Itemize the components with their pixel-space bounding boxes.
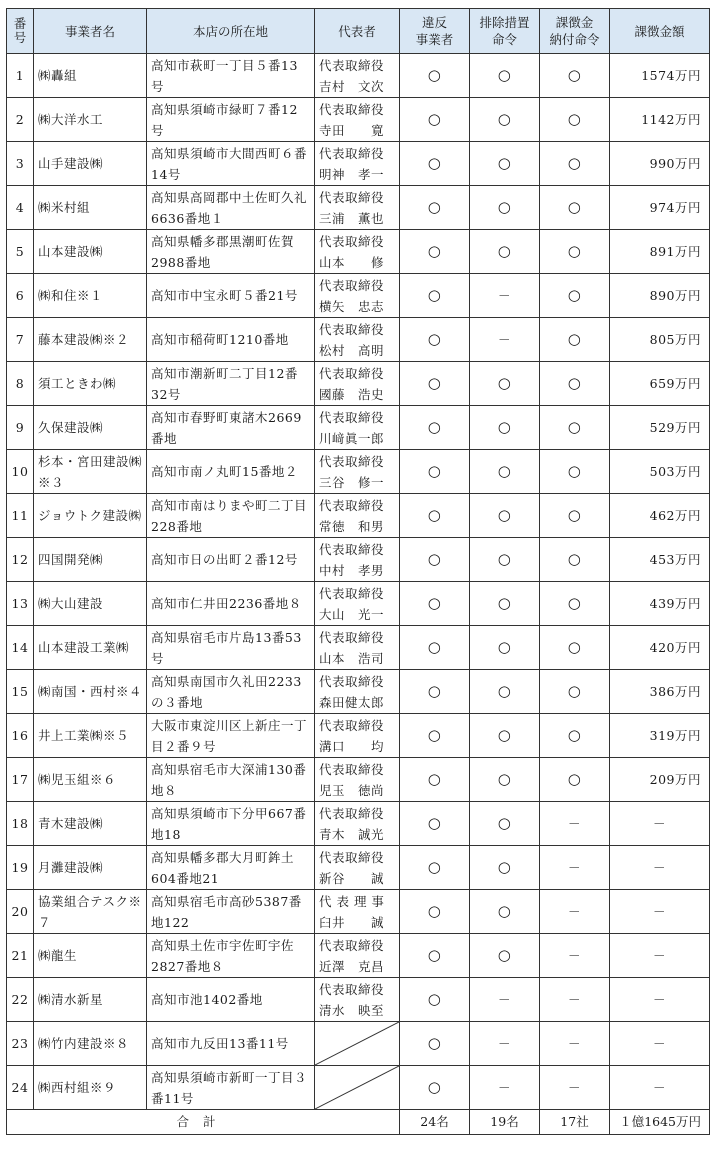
surcharge-amount: －: [610, 1022, 710, 1066]
representative: [315, 670, 400, 714]
exclusion-mark: ○: [470, 142, 540, 186]
exclusion-mark: ○: [470, 758, 540, 802]
exclusion-mark: －: [470, 978, 540, 1022]
address: 高知県宿毛市高砂5387番地122: [147, 890, 315, 934]
violation-mark: ○: [400, 714, 470, 758]
surcharge-amount: 319万円: [610, 714, 710, 758]
header-violation: 違反 事業者: [400, 9, 470, 54]
rep-name: 新谷 誠: [319, 870, 385, 886]
surcharge-amount: 386万円: [610, 670, 710, 714]
table-row: [7, 362, 710, 406]
row-number: 5: [7, 230, 34, 274]
rep-name: 溝口 均: [319, 738, 385, 754]
rep-title: 代表取締役: [319, 849, 385, 865]
total-amount: １億1645万円: [610, 1110, 710, 1135]
representative-empty: [315, 1066, 400, 1110]
diagonal-line: [315, 1022, 399, 1065]
representative: [315, 142, 400, 186]
representative: [315, 494, 400, 538]
table-row: [7, 142, 710, 186]
surcharge-amount: 805万円: [610, 318, 710, 362]
row-number: 15: [7, 670, 34, 714]
table-row: [7, 890, 710, 934]
rep-title: 代表取締役: [319, 717, 385, 733]
rep-title: 代表取締役: [319, 453, 385, 469]
violation-mark: ○: [400, 802, 470, 846]
surcharge-mark: ○: [540, 274, 610, 318]
rep-title: 代表取締役: [319, 57, 385, 73]
representative: [315, 406, 400, 450]
rep-title: 代表取締役: [319, 981, 385, 997]
total-exclusion: 19名: [470, 1110, 540, 1135]
row-number: 3: [7, 142, 34, 186]
address: 高知市中宝永町５番21号: [147, 274, 315, 318]
rep-title: 代表取締役: [319, 145, 385, 161]
surcharge-amount: －: [610, 890, 710, 934]
company-name: 久保建設㈱: [34, 406, 147, 450]
surcharge-mark: ○: [540, 230, 610, 274]
company-name: ㈱児玉組※６: [34, 758, 147, 802]
address: 高知市仁井田2236番地８: [147, 582, 315, 626]
violation-mark: ○: [400, 1066, 470, 1110]
header-company: 事業者名: [34, 9, 147, 54]
table-row: [7, 1022, 710, 1066]
rep-name: 明神 孝一: [319, 166, 385, 182]
table-row: [7, 538, 710, 582]
rep-title: 代表取締役: [319, 541, 385, 557]
row-number: 4: [7, 186, 34, 230]
rep-title: 代表取締役: [319, 233, 385, 249]
surcharge-mark: －: [540, 802, 610, 846]
representative: [315, 54, 400, 98]
address: 高知県南国市久礼田2233の３番地: [147, 670, 315, 714]
total-surcharge: 17社: [540, 1110, 610, 1135]
table-row: [7, 1066, 710, 1110]
representative: [315, 934, 400, 978]
header-surcharge-order: 課徴金 納付命令: [540, 9, 610, 54]
rep-name: 吉村 文次: [319, 78, 385, 94]
table-row: [7, 186, 710, 230]
surcharge-mark: －: [540, 890, 610, 934]
rep-name: 児玉 徳尚: [319, 782, 385, 798]
exclusion-mark: －: [470, 1022, 540, 1066]
table-row: [7, 406, 710, 450]
rep-name: 青木 誠光: [319, 826, 385, 842]
company-name: ㈱大山建設: [34, 582, 147, 626]
company-name: 協業組合テスク※７: [34, 890, 147, 934]
surcharge-amount: 453万円: [610, 538, 710, 582]
surcharge-mark: －: [540, 978, 610, 1022]
row-number: 6: [7, 274, 34, 318]
surcharge-amount: －: [610, 846, 710, 890]
representative: [315, 230, 400, 274]
company-name: ㈱清水新星: [34, 978, 147, 1022]
surcharge-mark: ○: [540, 714, 610, 758]
rep-title: 代表取締役: [319, 497, 385, 513]
representative: [315, 274, 400, 318]
address: 高知県須崎市下分甲667番地18: [147, 802, 315, 846]
company-name: ㈱龍生: [34, 934, 147, 978]
rep-name: 清水 映至: [319, 1002, 385, 1018]
row-number: 18: [7, 802, 34, 846]
representative: [315, 890, 400, 934]
rep-name: 近澤 克昌: [319, 958, 385, 974]
row-number: 9: [7, 406, 34, 450]
row-number: 22: [7, 978, 34, 1022]
exclusion-mark: ○: [470, 890, 540, 934]
table-row: [7, 274, 710, 318]
address: 高知県高岡郡中土佐町久礼6636番地１: [147, 186, 315, 230]
address: 高知市潮新町二丁目12番32号: [147, 362, 315, 406]
address: 高知市九反田13番11号: [147, 1022, 315, 1066]
row-number: 14: [7, 626, 34, 670]
surcharge-mark: ○: [540, 582, 610, 626]
violation-mark: ○: [400, 978, 470, 1022]
table-row: [7, 714, 710, 758]
table-row: [7, 978, 710, 1022]
table-row: [7, 54, 710, 98]
surcharge-mark: ○: [540, 54, 610, 98]
address: 高知県幡多郡黒潮町佐賀2988番地: [147, 230, 315, 274]
row-number: 8: [7, 362, 34, 406]
address: 高知県宿毛市大深浦130番地８: [147, 758, 315, 802]
table-row: [7, 494, 710, 538]
company-name: ㈱米村組: [34, 186, 147, 230]
exclusion-mark: ○: [470, 186, 540, 230]
rep-title: 代表取締役: [319, 189, 385, 205]
rep-title: 代 表 理 事: [319, 893, 385, 909]
violation-mark: ○: [400, 54, 470, 98]
company-name: ジョウトク建設㈱: [34, 494, 147, 538]
representative: [315, 98, 400, 142]
table-row: [7, 934, 710, 978]
surcharge-amount: 990万円: [610, 142, 710, 186]
surcharge-mark: ○: [540, 142, 610, 186]
company-name: ㈱西村組※９: [34, 1066, 147, 1110]
surcharge-mark: ○: [540, 186, 610, 230]
violation-mark: ○: [400, 758, 470, 802]
table-row: [7, 582, 710, 626]
exclusion-mark: －: [470, 318, 540, 362]
representative: [315, 978, 400, 1022]
total-violation: 24名: [400, 1110, 470, 1135]
surcharge-mark: ○: [540, 494, 610, 538]
row-number: 7: [7, 318, 34, 362]
company-name: 須工ときわ㈱: [34, 362, 147, 406]
row-number: 21: [7, 934, 34, 978]
representative: [315, 450, 400, 494]
address: 高知県須崎市新町一丁目３番11号: [147, 1066, 315, 1110]
violation-mark: ○: [400, 98, 470, 142]
violation-mark: ○: [400, 362, 470, 406]
rep-name: 常徳 和男: [319, 518, 385, 534]
company-name: ㈱南国・西村※４: [34, 670, 147, 714]
company-name: 杉本・宮田建設㈱※３: [34, 450, 147, 494]
exclusion-mark: ○: [470, 54, 540, 98]
exclusion-mark: ○: [470, 406, 540, 450]
row-number: 16: [7, 714, 34, 758]
table-body: [7, 54, 710, 1110]
surcharge-amount: －: [610, 934, 710, 978]
table-row: [7, 846, 710, 890]
violation-mark: ○: [400, 1022, 470, 1066]
representative: [315, 714, 400, 758]
company-name: 山本建設工業㈱: [34, 626, 147, 670]
company-name: 四国開発㈱: [34, 538, 147, 582]
rep-title: 代表取締役: [319, 673, 385, 689]
rep-title: 代表取締役: [319, 629, 385, 645]
rep-name: 國藤 浩史: [319, 386, 385, 402]
surcharge-amount: 659万円: [610, 362, 710, 406]
exclusion-mark: ○: [470, 670, 540, 714]
surcharge-mark: －: [540, 934, 610, 978]
rep-title: 代表取締役: [319, 805, 385, 821]
company-name: ㈱和住※１: [34, 274, 147, 318]
representative: [315, 758, 400, 802]
row-number: 17: [7, 758, 34, 802]
surcharge-mark: ○: [540, 626, 610, 670]
rep-title: 代表取締役: [319, 585, 385, 601]
surcharge-amount: －: [610, 978, 710, 1022]
rep-name: 川﨑眞一郎: [319, 430, 385, 446]
surcharge-mark: ○: [540, 98, 610, 142]
surcharge-amount: 420万円: [610, 626, 710, 670]
exclusion-mark: ○: [470, 846, 540, 890]
row-number: 20: [7, 890, 34, 934]
surcharge-amount: 1142万円: [610, 98, 710, 142]
row-number: 10: [7, 450, 34, 494]
violation-mark: ○: [400, 318, 470, 362]
table-row: [7, 230, 710, 274]
row-number: 23: [7, 1022, 34, 1066]
header-rep: 代表者: [315, 9, 400, 54]
surcharge-amount: 1574万円: [610, 54, 710, 98]
surcharge-amount: 974万円: [610, 186, 710, 230]
rep-name: 三浦 薫也: [319, 210, 385, 226]
table-row: [7, 98, 710, 142]
exclusion-mark: ○: [470, 230, 540, 274]
exclusion-mark: ○: [470, 538, 540, 582]
violation-mark: ○: [400, 582, 470, 626]
exclusion-mark: ○: [470, 98, 540, 142]
violation-mark: ○: [400, 230, 470, 274]
representative-empty: [315, 1022, 400, 1066]
exclusion-mark: ○: [470, 802, 540, 846]
surcharge-mark: ○: [540, 670, 610, 714]
rep-name: 山本 修: [319, 254, 385, 270]
table-row: [7, 670, 710, 714]
exclusion-mark: ○: [470, 362, 540, 406]
exclusion-mark: ○: [470, 450, 540, 494]
total-label: 合計: [7, 1110, 400, 1135]
surcharge-mark: ○: [540, 758, 610, 802]
cartel-table: [6, 8, 710, 1135]
address: 高知県須崎市大間西町６番14号: [147, 142, 315, 186]
rep-title: 代表取締役: [319, 101, 385, 117]
total-row: [7, 1110, 710, 1135]
violation-mark: ○: [400, 934, 470, 978]
exclusion-mark: ○: [470, 714, 540, 758]
rep-name: 中村 孝男: [319, 562, 385, 578]
representative: [315, 846, 400, 890]
address: 高知県土佐市宇佐町宇佐2827番地８: [147, 934, 315, 978]
address: 高知県須崎市緑町７番12号: [147, 98, 315, 142]
address: 高知市南ノ丸町15番地２: [147, 450, 315, 494]
exclusion-mark: ○: [470, 494, 540, 538]
company-name: 藤本建設㈱※２: [34, 318, 147, 362]
rep-name: 横矢 忠志: [319, 298, 385, 314]
violation-mark: ○: [400, 890, 470, 934]
surcharge-amount: 503万円: [610, 450, 710, 494]
surcharge-amount: 890万円: [610, 274, 710, 318]
surcharge-mark: ○: [540, 362, 610, 406]
row-number: 13: [7, 582, 34, 626]
violation-mark: ○: [400, 406, 470, 450]
representative: [315, 538, 400, 582]
row-number: 2: [7, 98, 34, 142]
table-row: [7, 802, 710, 846]
rep-name: 寺田 寛: [319, 122, 385, 138]
surcharge-mark: －: [540, 1066, 610, 1110]
violation-mark: ○: [400, 846, 470, 890]
row-number: 11: [7, 494, 34, 538]
row-number: 1: [7, 54, 34, 98]
header-no: 番 号: [7, 9, 34, 54]
address: 高知市稲荷町1210番地: [147, 318, 315, 362]
exclusion-mark: ○: [470, 582, 540, 626]
violation-mark: ○: [400, 274, 470, 318]
surcharge-amount: 439万円: [610, 582, 710, 626]
violation-mark: ○: [400, 626, 470, 670]
representative: [315, 582, 400, 626]
surcharge-mark: ○: [540, 318, 610, 362]
company-name: ㈱轟組: [34, 54, 147, 98]
exclusion-mark: －: [470, 274, 540, 318]
rep-name: 三谷 修一: [319, 474, 385, 490]
violation-mark: ○: [400, 538, 470, 582]
table-row: [7, 626, 710, 670]
exclusion-mark: ○: [470, 934, 540, 978]
table-row: [7, 758, 710, 802]
violation-mark: ○: [400, 450, 470, 494]
table-row: [7, 450, 710, 494]
address: 高知市池1402番地: [147, 978, 315, 1022]
rep-name: 山本 浩司: [319, 650, 385, 666]
row-number: 24: [7, 1066, 34, 1110]
rep-title: 代表取締役: [319, 277, 385, 293]
exclusion-mark: ○: [470, 626, 540, 670]
rep-title: 代表取締役: [319, 937, 385, 953]
address: 高知県幡多郡大月町鉾土604番地21: [147, 846, 315, 890]
representative: [315, 626, 400, 670]
address: 高知市春野町東諸木2669番地: [147, 406, 315, 450]
header-exclusion: 排除措置 命令: [470, 9, 540, 54]
rep-title: 代表取締役: [319, 321, 385, 337]
violation-mark: ○: [400, 186, 470, 230]
surcharge-amount: 462万円: [610, 494, 710, 538]
rep-name: 臼井 誠: [319, 914, 385, 930]
rep-name: 大山 光一: [319, 606, 385, 622]
rep-name: 松村 高明: [319, 342, 385, 358]
rep-title: 代表取締役: [319, 761, 385, 777]
surcharge-mark: ○: [540, 450, 610, 494]
row-number: 19: [7, 846, 34, 890]
representative: [315, 318, 400, 362]
surcharge-amount: 891万円: [610, 230, 710, 274]
representative: [315, 186, 400, 230]
rep-name: 森田健太郎: [319, 694, 385, 710]
company-name: 山本建設㈱: [34, 230, 147, 274]
table-row: [7, 318, 710, 362]
header-address: 本店の所在地: [147, 9, 315, 54]
surcharge-mark: ○: [540, 538, 610, 582]
company-name: 井上工業㈱※５: [34, 714, 147, 758]
violation-mark: ○: [400, 494, 470, 538]
violation-mark: ○: [400, 142, 470, 186]
surcharge-mark: －: [540, 846, 610, 890]
address: 高知市日の出町２番12号: [147, 538, 315, 582]
company-name: 月灘建設㈱: [34, 846, 147, 890]
exclusion-mark: －: [470, 1066, 540, 1110]
address: 高知市萩町一丁目５番13号: [147, 54, 315, 98]
address: 高知市南はりまや町二丁目228番地: [147, 494, 315, 538]
header-row: [7, 9, 710, 54]
row-number: 12: [7, 538, 34, 582]
company-name: ㈱竹内建設※８: [34, 1022, 147, 1066]
company-name: 青木建設㈱: [34, 802, 147, 846]
surcharge-amount: 529万円: [610, 406, 710, 450]
surcharge-mark: －: [540, 1022, 610, 1066]
address: 大阪市東淀川区上新庄一丁目２番９号: [147, 714, 315, 758]
company-name: ㈱大洋水工: [34, 98, 147, 142]
representative: [315, 362, 400, 406]
surcharge-amount: －: [610, 1066, 710, 1110]
diagonal-line: [315, 1066, 399, 1109]
rep-title: 代表取締役: [319, 409, 385, 425]
surcharge-mark: ○: [540, 406, 610, 450]
header-amount: 課徴金額: [610, 9, 710, 54]
surcharge-amount: －: [610, 802, 710, 846]
rep-title: 代表取締役: [319, 365, 385, 381]
surcharge-amount: 209万円: [610, 758, 710, 802]
address: 高知県宿毛市片島13番53号: [147, 626, 315, 670]
company-name: 山手建設㈱: [34, 142, 147, 186]
representative: [315, 802, 400, 846]
violation-mark: ○: [400, 670, 470, 714]
